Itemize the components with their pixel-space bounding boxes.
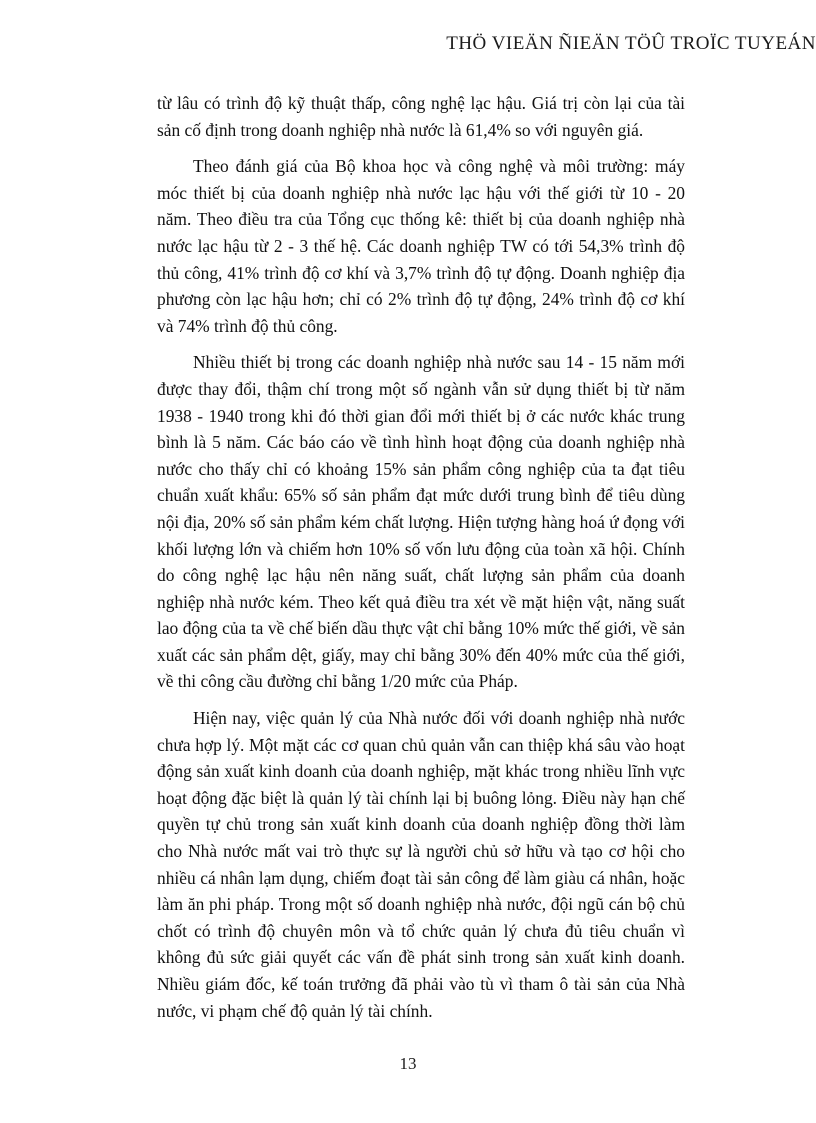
paragraph-continuation: từ lâu có trình độ kỹ thuật thấp, công nghệ lạc hậu. Giá trị còn lại của tài sản cố định trong doanh nghiệp nhà nước là 61,4% so với nguyên giá.	[157, 93, 685, 140]
document-body	[157, 90, 685, 1034]
paragraph: Hiện nay, việc quản lý của Nhà nước đối với doanh nghiệp nhà nước chưa hợp lý. Một mặt các cơ quan chủ quản vẫn can thiệp khá sâu vào hoạt động sản xuất kinh doanh của doanh nghiệp, mặt khác trong nhiều lĩnh vực hoạt động đặc biệt là quản lý tài chính lại bị buông lỏng. Điều này hạn chế quyền tự chủ trong sản xuất kinh doanh của doanh nghiệp đồng thời làm cho Nhà nước mất vai trò thực sự là người chủ sở hữu và tạo cơ hội cho nhiều cá nhân lạm dụng, chiếm đoạt tài sản công để làm giàu cá nhân, hoặc làm ăn phi pháp. Trong một số doanh nghiệp nhà nước, đội ngũ cán bộ chủ chốt có trình độ chuyên môn và tổ chức quản lý chưa đủ tiêu chuẩn vì không đủ sức giải quyết các vấn đề phát sinh trong sản xuất kinh doanh. Nhiều giám đốc, kế toán trưởng đã phải vào tù vì tham ô tài sản của Nhà nước, vi phạm chế độ quản lý tài chính.	[157, 708, 685, 1021]
running-header: THÖ VIEÄN ÑIEÄN TÖÛ TROÏC TUYEÁN	[446, 33, 816, 54]
paragraph: Nhiều thiết bị trong các doanh nghiệp nhà nước sau 14 - 15 năm mới được thay đổi, thậm chí trong một số ngành vẫn sử dụng thiết bị từ năm 1938 - 1940 trong khi đó thời gian đổi mới thiết bị ở các nước khác trung bình là 5 năm. Các báo cáo về tình hình hoạt động của doanh nghiệp nhà nước cho thấy chỉ có khoảng 15% sản phẩm công nghiệp của ta đạt tiêu chuẩn xuất khẩu: 65% số sản phẩm đạt mức dưới trung bình để tiêu dùng nội địa, 20% số sản phẩm kém chất lượng. Hiện tượng hàng hoá ứ đọng với khối lượng lớn và chiếm hơn 10% số vốn lưu động của toàn xã hội. Chính do công nghệ lạc hậu nên năng suất, chất lượng sản phẩm của doanh nghiệp nhà nước kém. Theo kết quả điều tra xét về mặt hiện vật, năng suất lao động của ta về chế biến dầu thực vật chỉ bằng 10% mức thế giới, về sản xuất các sản phẩm dệt, giấy, may chỉ bằng 30% đến 40% mức của thế giới, về thi công cầu đường chỉ bằng 1/20 mức của Pháp.	[157, 352, 685, 692]
page-number: 13	[399, 1054, 417, 1073]
paragraph: Theo đánh giá của Bộ khoa học và công nghệ và môi trường: máy móc thiết bị của doanh nghiệp nhà nước lạc hậu với thế giới từ 10 - 20 năm. Theo điều tra của Tổng cục thống kê: thiết bị của doanh nghiệp nhà nước lạc hậu từ 2 - 3 thế hệ. Các doanh nghiệp TW có tới 54,3% trình độ thủ công, 41% trình độ cơ khí và 3,7% trình độ tự động. Doanh nghiệp địa phương còn lạc hậu hơn; chỉ có 2% trình độ tự động, 24% trình độ cơ khí và 74% trình độ thủ công.	[157, 156, 685, 336]
